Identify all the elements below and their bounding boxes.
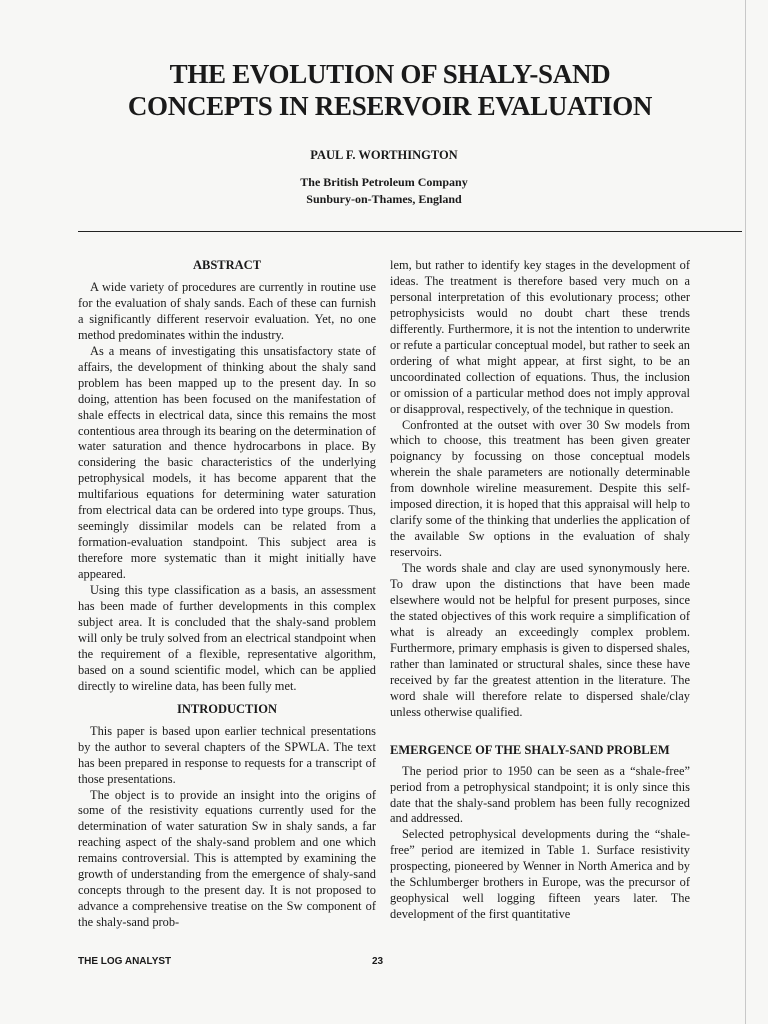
- abstract-paragraph: As a means of investigating this unsatisfactory state of affairs, the development of thinking about the shaly sand problem has been mapped up to the present day. In so doing, attention has been focused on the manifestation of shale effects in electrical data, since this remains the most contentious area through its bearing on the determination of water saturation and thence hydrocarbons in place. By considering the basic characteristics of the underlying petrophysical models, it has become apparent that the multifarious equations for determining water saturation from electrical data can be ordered into type groups. Thus, seemingly dissimilar models can be related from a formation-evaluation standpoint. This subject area is therefore more systematic than it might initially have appeared.: [78, 343, 376, 582]
- paper-title: [40, 58, 740, 122]
- introduction-continued-paragraph: Confronted at the outset with over 30 Sw models from which to choose, this treatment has been given greater poignancy by focussing on those conceptual models wherein the shale parameters are notionally determinable from downhole wireline measurement. Despite this self-imposed direction, it is hoped that this appraisal will help to clarify some of the thinking that underlies the application of the available Sw options in the evaluation of shaly reservoirs.: [390, 417, 690, 560]
- page-number: 23: [372, 956, 384, 967]
- author-name: PAUL F. WORTHINGTON: [310, 148, 458, 162]
- emergence-paragraph: The period prior to 1950 can be seen as a “shale-free” period from a petrophysical standpoint; it is only since this date that the shaly-sand problem has been fully recognized and addressed.: [390, 763, 690, 826]
- introduction-heading: INTRODUCTION: [176, 701, 277, 716]
- affiliation-location: Sunbury-on-Thames, England: [306, 192, 462, 206]
- scan-edge-line: [745, 0, 746, 1024]
- emergence-heading: EMERGENCE OF THE SHALY-SAND PROBLEM: [390, 742, 670, 757]
- title-line-2: CONCEPTS IN RESERVOIR EVALUATION: [127, 91, 653, 121]
- affiliation-company: The British Petroleum Company: [300, 175, 468, 189]
- abstract-heading: ABSTRACT: [192, 258, 262, 272]
- journal-name: THE LOG ANALYST: [78, 956, 172, 967]
- left-column: [78, 258, 376, 931]
- affiliation: [0, 174, 768, 208]
- introduction-continued-paragraph: lem, but rather to identify key stages in the development of ideas. The treatment is therefore based very much on a personal interpretation of this evolutionary process; other petrophysicists would no doubt chart these trends differently. Furthermore, it is not the intention to underwrite or refute a particular conceptual model, but rather to seek an ordering of what might appear, at first sight, to be an uncoordinated collection of equations. Thus, the inclusion or omission of a particular method does not imply approval or disapproval, respectively, of the technique in question.: [390, 258, 690, 416]
- title-line-1: THE EVOLUTION OF SHALY-SAND: [169, 59, 611, 89]
- abstract-paragraph: A wide variety of procedures are currently in routine use for the evaluation of shaly sands. Each of these can furnish a significantly different reservoir evaluation. Yet, no one method predominates within the industry.: [78, 279, 376, 342]
- right-column: [390, 258, 690, 923]
- introduction-paragraph: The object is to provide an insight into the origins of some of the resistivity equations currently used for the determination of water saturation Sw in shaly sands, a far reaching aspect of the shaly-sand problem and one which remains controversial. This is attempted by examining the growth of understanding from the emergence of shaly-sand concepts through to the present day. It is not proposed to advance a comprehensive treatise on the Sw component of the shaly-sand prob-: [78, 787, 376, 930]
- emergence-paragraph: Selected petrophysical developments during the “shale-free” period are itemized in Table 1. Surface resistivity prospecting, pioneered by Wenner in North America and by the Schlumberger brothers in Europe, was the precursor of geophysical well logging fifteen years later. The development of the first quantitative: [390, 827, 690, 922]
- introduction-paragraph: This paper is based upon earlier technical presentations by the author to several chapters of the SPWLA. The text has been prepared in response to requests for a transcript of those presentations.: [78, 723, 376, 786]
- abstract-paragraph: Using this type classification as a basis, an assessment has been made of further developments in this complex subject area. It is concluded that the shaly-sand problem will only be truly solved from an electrical standpoint when the requirement of a flexible, representative algorithm, based on a sound scientific model, which can be applied directly to wireline data, has been fully met.: [78, 583, 376, 693]
- header-divider: [78, 231, 742, 232]
- introduction-continued-paragraph: The words shale and clay are used synonymously here. To draw upon the distinctions that have been made elsewhere would not be helpful for present purposes, since the stated objectives of this work require a simplification of what is already an exceedingly complex problem. Furthermore, primary emphasis is given to dispersed shales, rather than laminated or structural shales, since these have received by far the greatest attention in the literature. The word shale will therefore relate to dispersed shale/clay unless otherwise qualified.: [390, 561, 690, 719]
